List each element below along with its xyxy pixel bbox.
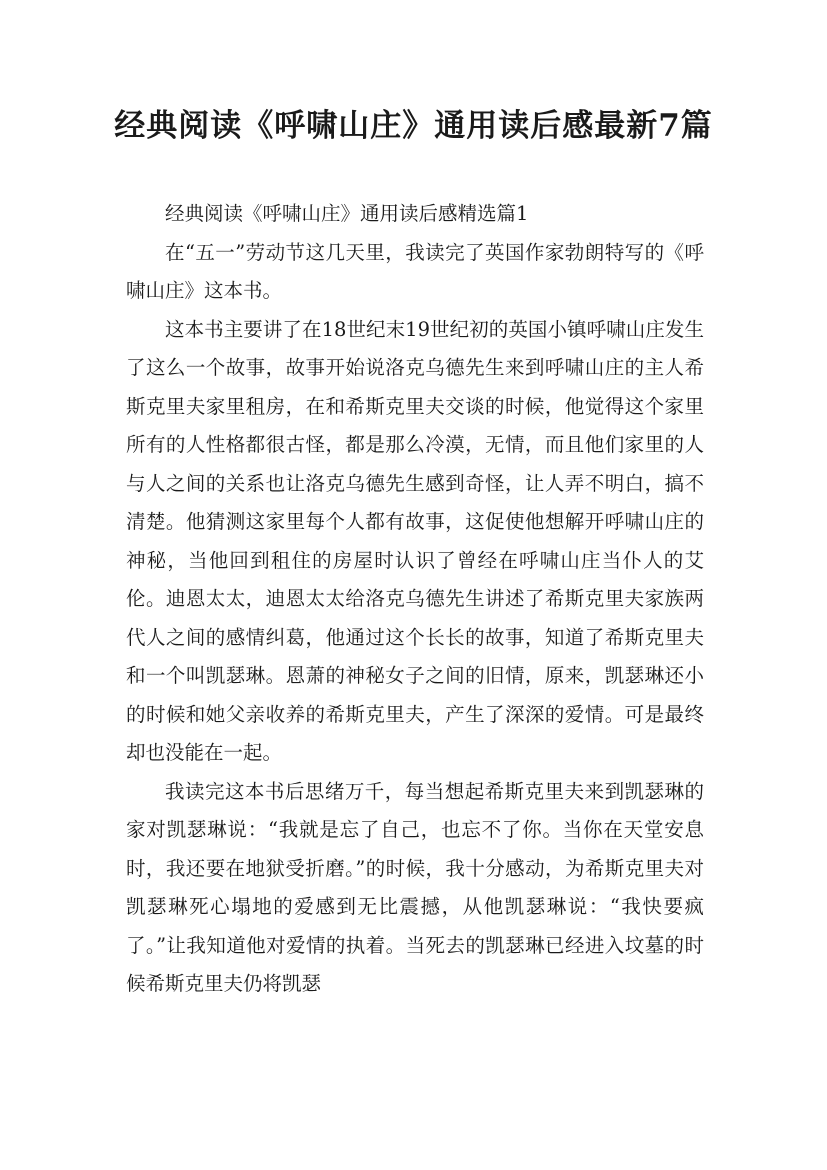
paragraph-2: 这本书主要讲了在18世纪末19世纪初的英国小镇呼啸山庄发生了这么一个故事，故事开始说洛克乌德先生来到呼啸山庄的主人希斯克里夫家里租房，在和希斯克里夫交谈的时候，他觉得这个家里所有的人性格都很古怪，都是那么冷漠，无情，而且他们家里的人与人之间的关系也让洛克乌德先生感到奇怪，让人弄不明白，搞不清楚。他猜测这家里每个人都有故事，这促使他想解开呼啸山庄的神秘，当他回到租住的房屋时认识了曾经在呼啸山庄当仆人的艾伦。迪恩太太，迪恩太太给洛克乌德先生讲述了希斯克里夫家族两代人之间的感情纠葛，他通过这个长长的故事，知道了希斯克里夫和一个叫凯瑟琳。恩萧的神秘女子之间的旧情，原来，凯瑟琳还小的时候和她父亲收养的希斯克里夫，产生了深深的爱情。可是最终却也没能在一起。: [126, 317, 704, 764]
paragraph-1: 在“五一”劳动节这几天里，我读完了英国作家勃朗特写的《呼啸山庄》这本书。: [126, 240, 704, 302]
document-title: 经典阅读《呼啸山庄》通用读后感最新7篇: [114, 108, 713, 144]
document-body: [126, 195, 704, 1004]
paragraph-3: 我读完这本书后思绪万千，每当想起希斯克里夫来到凯瑟琳的家对凯瑟琳说：“我就是忘了自己，也忘不了你。当你在天堂安息时，我还要在地狱受折磨。”的时候，我十分感动，为希斯克里夫对凯瑟琳死心塌地的爱感到无比震撼，从他凯瑟琳说：“我快要疯了。”让我知道他对爱情的执着。当死去的凯瑟琳已经进入坟墓的时候希斯克里夫仍将凯瑟: [126, 779, 704, 995]
section-heading: 经典阅读《呼啸山庄》通用读后感精选篇1: [165, 202, 529, 225]
